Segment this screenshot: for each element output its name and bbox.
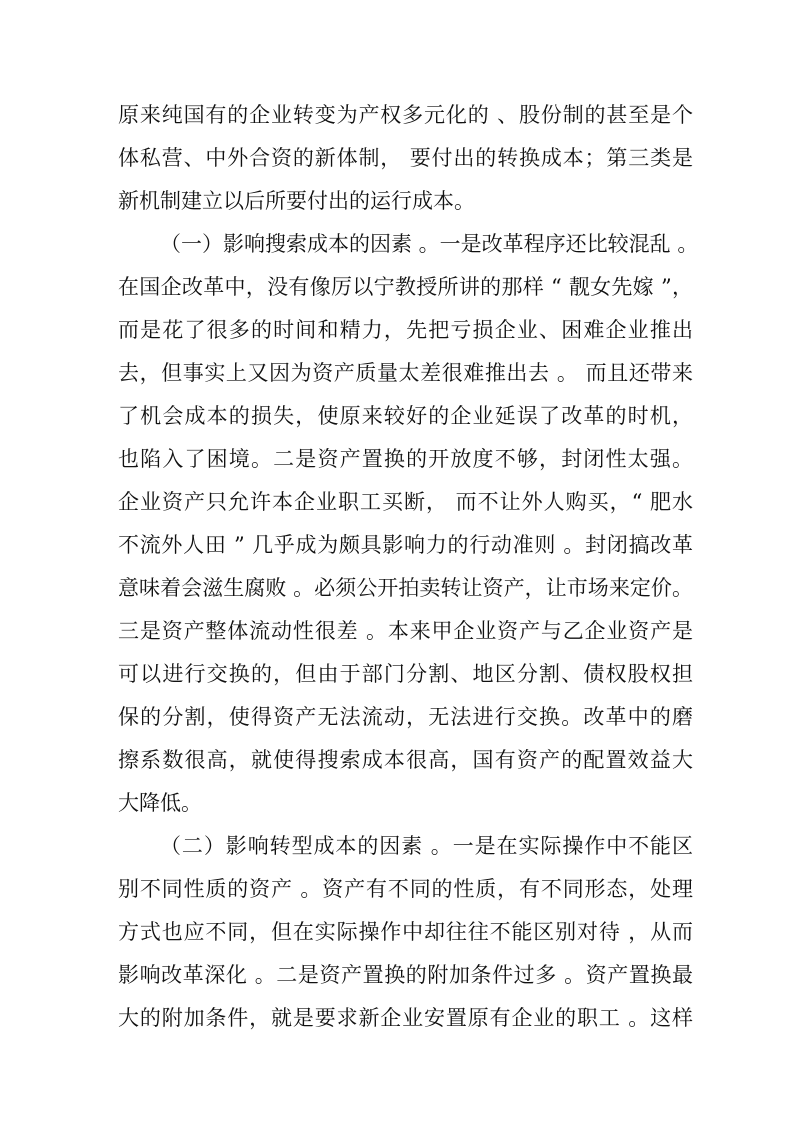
text-line: 原来纯国有的企业转变为产权多元化的 、股份制的甚至是个 [118,103,693,127]
text-line: 去，但事实上又因为资产质量太差很难推出去 。 而且还带来 [118,361,693,385]
text-line: 方式也应不同，但在实际操作中却往往不能区别对待 ，从而 [118,920,693,944]
text-line: 了机会成本的损失，使原来较好的企业延误了改革的时机， [118,404,693,428]
text-line: 新机制建立以后所要付出的运行成本。 [118,189,475,213]
text-line: 而是花了很多的时间和精力，先把亏损企业、困难企业推出 [118,318,693,342]
text-line: 也陷入了困境。二是资产置换的开放度不够，封闭性太强。 [118,447,693,471]
text-line: 大的附加条件，就是要求新企业安置原有企业的职工 。这样 [118,1006,693,1030]
text-line: 擦系数很高，就使得搜索成本很高，国有资产的配置效益大 [118,748,693,772]
text-line: 保的分割，使得资产无法流动，无法进行交换。改革中的磨 [118,705,693,729]
paragraph-heading-1: （一）影响搜索成本的因素 。一是改革程序还比较混乱 。 [160,232,699,256]
text-line: 可以进行交换的，但由于部门分割、地区分割、债权股权担 [118,662,693,686]
text-line: 企业资产只允许本企业职工买断， 而不让外人购买，“ 肥水 [118,490,693,514]
text-line: 三是资产整体流动性很差 。本来甲企业资产与乙企业资产是 [118,619,693,643]
text-line: 不流外人田 ” 几乎成为颇具影响力的行动准则 。封闭搞改革 [118,533,693,557]
text-line: 在国企改革中，没有像厉以宁教授所讲的那样 “ 靓女先嫁 ”， [118,275,693,299]
paragraph-heading-2: （二）影响转型成本的因素 。一是在实际操作中不能区 [160,834,693,858]
text-line: 影响改革深化 。二是资产置换的附加条件过多 。资产置换最 [118,963,693,987]
text-line: 体私营、中外合资的新体制， 要付出的转换成本；第三类是 [118,146,693,170]
text-line: 意味着会滋生腐败 。必须公开拍卖转让资产，让市场来定价。 [118,576,693,600]
text-line: 大降低。 [118,791,202,815]
text-line: 别不同性质的资产 。资产有不同的性质，有不同形态，处理 [118,877,693,901]
